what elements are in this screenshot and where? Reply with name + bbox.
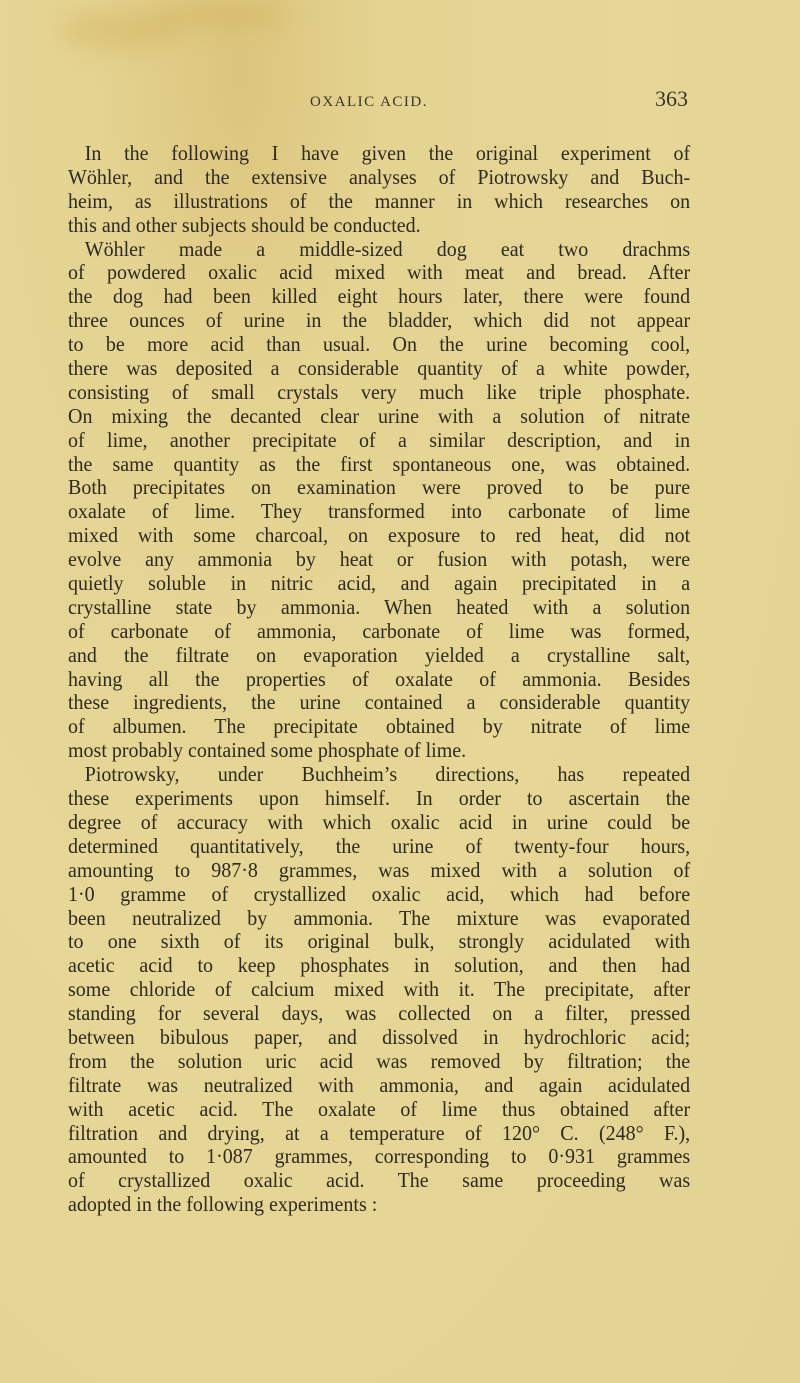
text-line: Piotrowsky, under Buchheim’s directions, has repeated [84,762,691,787]
text-line: of lime, another precipitate of a similar description, and in [68,427,691,452]
text-line: been neutralized by ammonia. The mixture was evaporated [68,905,691,930]
text-line: of powdered oxalic acid mixed with meat and bread. After [68,260,691,285]
text-line: Wöhler made a middle-sized dog eat two drachms [84,236,691,261]
text-line: adopted in the following experiments : [68,1192,378,1217]
text-line: amounting to 987·8 grammes, was mixed with a solution of [68,857,691,882]
text-line: filtration and drying, at a temperature of 120° C. (248° F.), [68,1120,691,1145]
running-title: OXALIC ACID. [310,94,428,110]
text-line: most probably contained some phosphate of lime. [68,738,467,763]
paragraph [68,238,690,764]
text-line: to one sixth of its original bulk, strongly acidulated with [68,929,691,954]
text-line: from the solution uric acid was removed by filtration; the [68,1048,691,1073]
text-line: acetic acid to keep phosphates in solution, and then had [68,953,691,978]
paragraph [68,142,690,238]
text-line: of crystallized oxalic acid. The same proceeding was [68,1168,691,1193]
text-line: this and other subjects should be conducted. [68,212,421,237]
paragraph [68,763,690,1217]
text-line: the dog had been killed eight hours later, there were found [68,284,691,309]
text-line: amounted to 1·087 grammes, corresponding to 0·931 grammes [68,1144,691,1169]
text-line: determined quantitatively, the urine of twenty-four hours, [68,833,691,858]
text-line: degree of accuracy with which oxalic acid in urine could be [68,809,691,834]
text-line: mixed with some charcoal, on exposure to red heat, did not [68,523,691,548]
text-line: of albumen. The precipitate obtained by nitrate of lime [68,714,691,739]
text-line: heim, as illustrations of the manner in which researches on [68,188,691,213]
text-line: with acetic acid. The oxalate of lime thus obtained after [68,1096,691,1121]
text-line: quietly soluble in nitric acid, and again precipitated in a [68,571,691,596]
page-header [0,86,800,116]
text-line: standing for several days, was collected on a filter, pressed [68,1001,691,1026]
paper-stain [150,0,290,30]
text-line: Wöhler, and the extensive analyses of Piotrowsky and Buch- [68,164,691,189]
text-line: evolve any ammonia by heat or fusion with potash, were [68,547,691,572]
text-line: of carbonate of ammonia, carbonate of lime was formed, [68,618,691,643]
text-line: consisting of small crystals very much like triple phosphate. [68,379,691,404]
text-line: having all the properties of oxalate of ammonia. Besides [68,666,691,691]
text-line: these ingredients, the urine contained a considerable quantity [68,690,691,715]
page-number: 363 [655,86,688,111]
text-line: there was deposited a considerable quantity of a white powder, [68,356,691,381]
text-line: these experiments upon himself. In order to ascertain the [68,786,691,811]
text-line: oxalate of lime. They transformed into carbonate of lime [68,499,691,524]
text-line: to be more acid than usual. On the urine becoming cool, [68,332,691,357]
text-line: 1·0 gramme of crystallized oxalic acid, which had before [68,881,691,906]
text-line: the same quantity as the first spontaneous one, was obtained. [68,451,691,476]
text-line: In the following I have given the original experiment of [84,141,691,165]
text-line: between bibulous paper, and dissolved in hydrochloric acid; [68,1024,691,1049]
text-line: On mixing the decanted clear urine with a solution of nitrate [68,403,691,428]
text-line: crystalline state by ammonia. When heated with a solution [68,594,691,619]
text-line: some chloride of calcium mixed with it. The precipitate, after [68,977,691,1002]
body-text [68,142,690,1217]
text-line: and the filtrate on evaporation yielded a crystalline salt, [68,642,691,667]
text-line: Both precipitates on examination were proved to be pure [68,475,691,500]
text-line: three ounces of urine in the bladder, which did not appear [68,308,691,333]
text-line: filtrate was neutralized with ammonia, and again acidulated [68,1072,691,1097]
